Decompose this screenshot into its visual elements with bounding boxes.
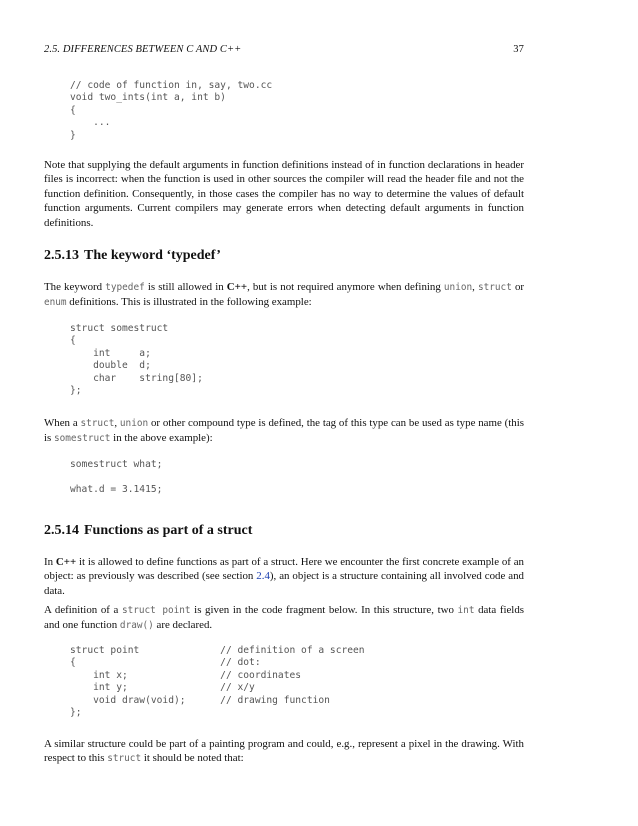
code-line: struct point // definition of a screen [70, 645, 365, 656]
inline-code: struct point [121, 605, 191, 616]
bold-text: C++ [55, 556, 77, 568]
code-line: }; [70, 707, 82, 719]
inline-code: struct [107, 753, 142, 765]
section-number: 2.5.13 [44, 248, 79, 263]
inline-code: struct [477, 282, 512, 293]
paragraph-compound-type [44, 416, 524, 447]
code-line: ... [70, 117, 111, 129]
text-run: , [114, 417, 120, 429]
paragraph-functions-in-struct [44, 555, 524, 598]
code-block-struct-point [70, 645, 365, 719]
code-line: int y; // x/y [70, 682, 255, 694]
code-line: int a; [70, 347, 151, 359]
section-number: 2.5.14 [44, 523, 79, 538]
text-run: or other compound type is defined, the tag of this type can be used as type name (this is [44, 417, 524, 445]
text-run: , but is not required anymore when defining [247, 281, 444, 293]
running-header [44, 44, 524, 55]
code-line: somestruct what; [70, 459, 163, 470]
code-line: }; [70, 385, 82, 397]
code-line: double d; [70, 360, 151, 372]
text-run: or [511, 281, 525, 293]
inline-code: union [119, 418, 149, 429]
running-title: 2.5. DIFFERENCES BETWEEN C AND C++ [44, 44, 242, 55]
code-line: { [70, 335, 76, 347]
page-number: 37 [513, 44, 524, 55]
code-line: int x; // coordinates [70, 669, 302, 681]
text-run: definitions. This is illustrated in the following example: [66, 296, 312, 309]
text-run: A definition of a [44, 604, 122, 616]
paragraph-default-arguments: Note that supplying the default arguments in function definitions instead of in function declarations in header files is incorrect: when the function is used in other sources the compiler will read the header file and not the function definition. Consequently, in those cases the compiler has no way to determine the values of default function arguments. Current compilers may generate errors when detecting default arguments in function definitions. [44, 159, 524, 229]
code-line: what.d = 3.1415; [70, 484, 163, 495]
code-line: void two_ints(int a, int b) [70, 92, 226, 104]
text-run: are declared. [153, 619, 213, 632]
code-line: } [70, 129, 76, 141]
code-block-what [70, 459, 162, 471]
text-run: , [472, 281, 478, 293]
text-run: The keyword [44, 281, 106, 293]
inline-code: int [457, 605, 475, 616]
section-heading-functions-struct [44, 523, 252, 539]
text-run: is given in the code fragment below. In this structure, two [190, 604, 458, 616]
inline-code: enum [44, 297, 67, 309]
code-block-two-ints [70, 80, 272, 142]
inline-code: draw() [119, 620, 154, 632]
inline-code: somestruct [54, 433, 111, 445]
inline-code: union [443, 282, 473, 293]
text-run: data fields and one function [44, 604, 525, 632]
code-line: { // dot: [70, 657, 261, 669]
code-line: char string[80]; [70, 372, 203, 384]
paragraph-painting-program [44, 737, 524, 767]
inline-code: struct [80, 418, 115, 429]
text-run: When a [44, 417, 81, 429]
inline-code: typedef [105, 282, 145, 293]
bold-text: C++ [226, 281, 248, 293]
code-line: void draw(void); // drawing function [70, 694, 330, 706]
code-block-what-d [70, 484, 162, 496]
section-heading-typedef [44, 248, 221, 264]
paragraph-typedef [44, 280, 524, 311]
text-run: in the above example): [110, 432, 213, 445]
section-title: Functions as part of a struct [84, 523, 253, 538]
text-run: A similar structure could be part of a painting program and could, e.g., represent a pixel in the drawing. With respect to this [44, 738, 524, 765]
section-reference-link[interactable]: 2.4 [256, 570, 270, 583]
text-run: it should be noted that: [141, 752, 244, 765]
section-title: The keyword ‘typedef’ [84, 248, 221, 263]
text-run: it is allowed to define functions as part of a struct. Here we encounter the first concrete example of an object: as previously was described (see section [44, 556, 525, 583]
text-run: In [44, 556, 56, 568]
code-line: struct somestruct [70, 323, 169, 334]
text-run: is still allowed in [144, 281, 227, 293]
code-line: { [70, 104, 76, 116]
code-line: // code of function in, say, two.cc [70, 80, 273, 91]
text-run: ), an object is a structure containing all involved code and data. [44, 570, 524, 597]
code-block-somestruct [70, 323, 203, 397]
paragraph-struct-point [44, 603, 524, 634]
